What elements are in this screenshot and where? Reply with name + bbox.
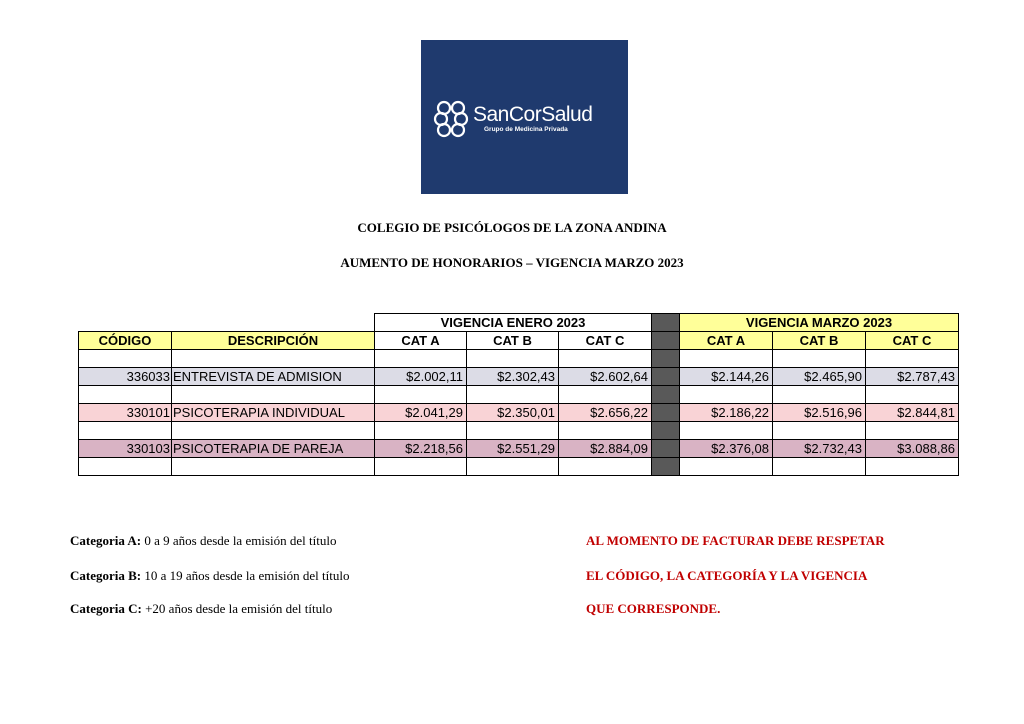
marzo-cat-a: $2.144,26 (680, 368, 773, 386)
spacer-row (79, 422, 959, 440)
enero-cat-b: $2.350,01 (467, 404, 559, 422)
header-enero-cat-b: CAT B (467, 332, 559, 350)
category-label: Categoria C: (70, 601, 142, 616)
category-text: 10 a 19 años desde la emisión del título (144, 568, 350, 583)
row-code: 336033 (79, 368, 172, 386)
enero-cat-a: $2.041,29 (375, 404, 467, 422)
enero-cat-a: $2.218,56 (375, 440, 467, 458)
marzo-cat-b: $2.732,43 (773, 440, 866, 458)
group-marzo: VIGENCIA MARZO 2023 (680, 314, 959, 332)
spacer-row (79, 386, 959, 404)
sancor-flower-icon (433, 100, 469, 138)
spacer-row (79, 458, 959, 476)
logo-tagline: Grupo de Medicina Privada (484, 126, 568, 133)
group-header-row (79, 314, 959, 332)
fees-table (78, 313, 959, 476)
document-title: COLEGIO DE PSICÓLOGOS DE LA ZONA ANDINA (357, 220, 667, 235)
row-code: 330101 (79, 404, 172, 422)
category-text: +20 años desde la emisión del título (145, 601, 333, 616)
enero-cat-b: $2.551,29 (467, 440, 559, 458)
marzo-cat-a: $2.376,08 (680, 440, 773, 458)
header-descripcion: DESCRIPCIÓN (172, 332, 375, 350)
header-marzo-cat-b: CAT B (773, 332, 866, 350)
marzo-cat-c: $3.088,86 (866, 440, 959, 458)
table-row (79, 404, 959, 422)
category-b-note (70, 568, 349, 584)
marzo-cat-c: $2.844,81 (866, 404, 959, 422)
table-row (79, 368, 959, 386)
row-code: 330103 (79, 440, 172, 458)
header-enero-cat-a: CAT A (375, 332, 467, 350)
document-subtitle: AUMENTO DE HONORARIOS – VIGENCIA MARZO 2023 (340, 255, 684, 270)
enero-cat-a: $2.002,11 (375, 368, 467, 386)
sancor-salud-logo (421, 40, 628, 194)
column-header-row (79, 332, 959, 350)
category-c-note (70, 601, 332, 617)
category-label: Categoria A: (70, 533, 142, 548)
billing-notice-line-2: EL CÓDIGO, LA CATEGORÍA Y LA VIGENCIA (586, 568, 868, 583)
category-label: Categoria B: (70, 568, 142, 583)
header-enero-cat-c: CAT C (559, 332, 652, 350)
marzo-cat-b: $2.465,90 (773, 368, 866, 386)
group-enero: VIGENCIA ENERO 2023 (375, 314, 652, 332)
header-marzo-cat-c: CAT C (866, 332, 959, 350)
marzo-cat-a: $2.186,22 (680, 404, 773, 422)
category-text: 0 a 9 años desde la emisión del título (144, 533, 337, 548)
row-description: PSICOTERAPIA DE PAREJA (172, 440, 375, 458)
marzo-cat-b: $2.516,96 (773, 404, 866, 422)
marzo-cat-c: $2.787,43 (866, 368, 959, 386)
header-marzo-cat-a: CAT A (680, 332, 773, 350)
column-separator (652, 404, 680, 422)
header-codigo: CÓDIGO (79, 332, 172, 350)
enero-cat-b: $2.302,43 (467, 368, 559, 386)
column-separator (652, 332, 680, 350)
enero-cat-c: $2.656,22 (559, 404, 652, 422)
row-description: ENTREVISTA DE ADMISION (172, 368, 375, 386)
column-separator (652, 314, 680, 332)
enero-cat-c: $2.602,64 (559, 368, 652, 386)
column-separator (652, 368, 680, 386)
category-a-note (70, 533, 336, 549)
row-description: PSICOTERAPIA INDIVIDUAL (172, 404, 375, 422)
spacer-row (79, 350, 959, 368)
table-row (79, 440, 959, 458)
billing-notice-line-1: AL MOMENTO DE FACTURAR DEBE RESPETAR (586, 533, 885, 548)
enero-cat-c: $2.884,09 (559, 440, 652, 458)
billing-notice-line-3: QUE CORRESPONDE. (586, 601, 721, 616)
logo-name: SanCorSalud (473, 103, 593, 126)
column-separator (652, 440, 680, 458)
